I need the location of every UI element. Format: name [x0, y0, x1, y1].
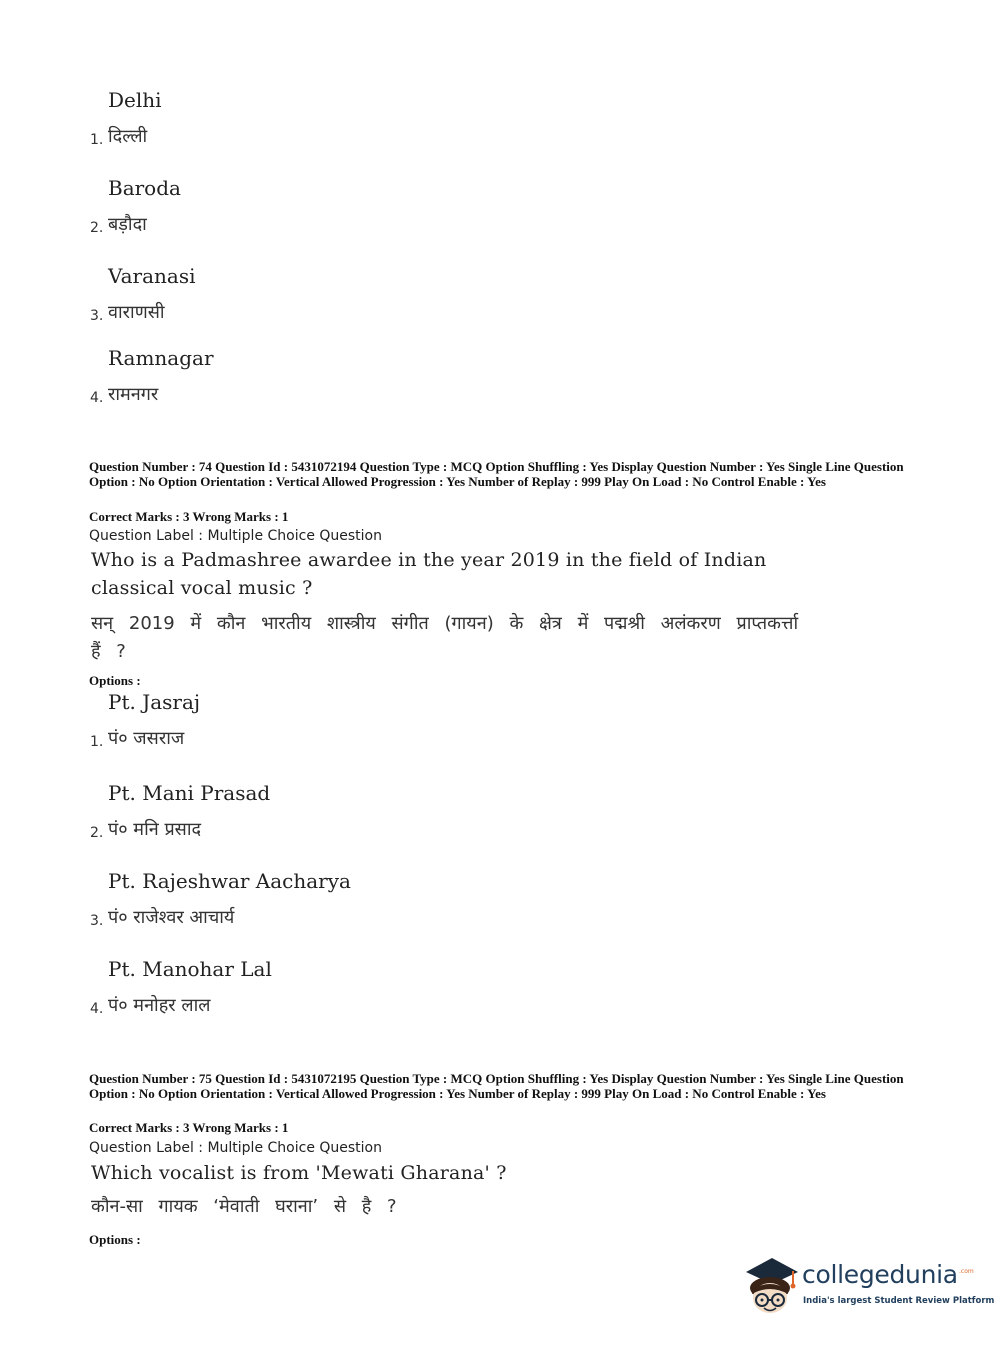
option-text-en: Baroda [108, 176, 181, 200]
q75-question-text-hi: कौन-सा गायक ‘मेवाती घराना’ से है ? [91, 1196, 397, 1217]
mascot-icon [742, 1252, 802, 1324]
q75-metadata: Question Number : 75 Question Id : 5431072195 Question Type : MCQ Option Shuffling : Yes Display Question Number : Yes Single Line Question Option : No Option Orientation : Vertical Allowed Progression : Yes Number of Replay : 999 Play On Load : No Control Enable : Yes [89, 1071, 904, 1101]
option-number: 4. [90, 390, 104, 406]
option-number: 2. [90, 220, 104, 236]
option-text-en: Pt. Manohar Lal [108, 957, 272, 981]
option-number: 2. [90, 825, 104, 841]
option-text-en: Delhi [108, 88, 162, 112]
option-text-hi: दिल्ली [108, 126, 148, 147]
option-text-hi: रामनगर [108, 384, 159, 405]
option-number: 1. [90, 734, 104, 750]
collegedunia-logo [742, 1252, 995, 1324]
option-text-hi: बड़ौदा [108, 214, 147, 235]
q74-question-text-en: Who is a Padmashree awardee in the year 2019 in the field of Indian classical vocal music ? [91, 549, 767, 599]
q74-options-label: Options : [89, 673, 141, 688]
option-text-en: Pt. Mani Prasad [108, 781, 271, 805]
q74-question-label: Question Label : Multiple Choice Question [89, 528, 382, 544]
q75-options-label: Options : [89, 1232, 141, 1247]
q74-marks: Correct Marks : 3 Wrong Marks : 1 [89, 509, 289, 524]
option-text-hi: पं० मनोहर लाल [108, 995, 211, 1016]
option-text-en: Pt. Rajeshwar Aacharya [108, 869, 351, 893]
option-number: 3. [90, 913, 104, 929]
q74-question-text-hi: सन् 2019 में कौन भारतीय शास्त्रीय संगीत (गायन) के क्षेत्र में पद्मश्री अलंकरण प्राप्तकर्त्ता हैं ? [91, 613, 799, 662]
q74-metadata: Question Number : 74 Question Id : 5431072194 Question Type : MCQ Option Shuffling : Yes Display Question Number : Yes Single Line Question Option : No Option Orientation : Vertical Allowed Progression : Yes Number of Replay : 999 Play On Load : No Control Enable : Yes [89, 459, 904, 489]
option-text-hi: पं० राजेश्वर आचार्य [108, 907, 235, 928]
q75-question-label: Question Label : Multiple Choice Question [89, 1140, 382, 1156]
option-text-en: Pt. Jasraj [108, 690, 201, 714]
q75-marks: Correct Marks : 3 Wrong Marks : 1 [89, 1120, 289, 1135]
brand-suffix: .com [959, 1268, 974, 1275]
option-text-hi: पं० जसराज [108, 728, 185, 749]
option-number: 3. [90, 308, 104, 324]
brand-tagline: India's largest Student Review Platform [803, 1296, 995, 1306]
option-text-en: Varanasi [108, 264, 196, 288]
option-number: 1. [90, 132, 104, 148]
q75-question-text-en: Which vocalist is from 'Mewati Gharana' ? [91, 1162, 507, 1184]
option-number: 4. [90, 1001, 104, 1017]
option-text-hi: पं० मनि प्रसाद [108, 819, 202, 840]
option-text-en: Ramnagar [108, 346, 214, 370]
option-text-hi: वाराणसी [108, 302, 165, 323]
brand-name: collegedunia [802, 1260, 958, 1289]
